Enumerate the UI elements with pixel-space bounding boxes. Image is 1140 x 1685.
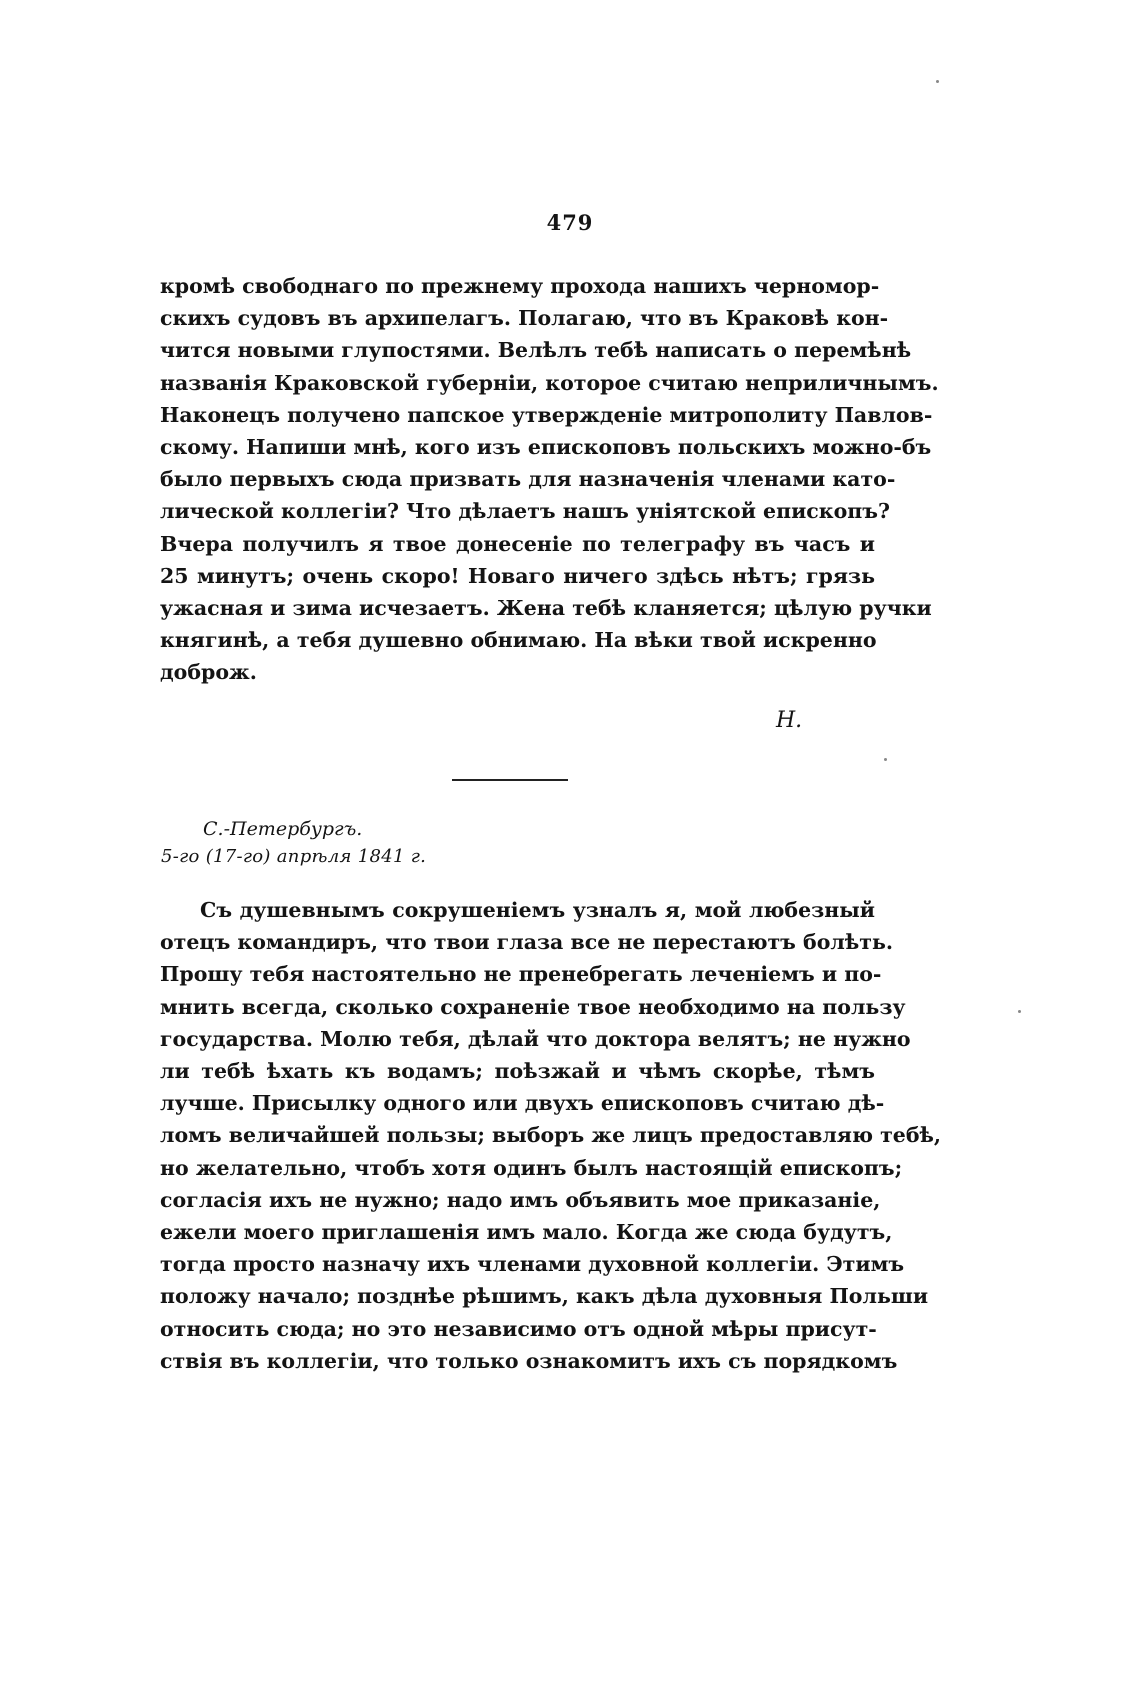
section-divider [452, 779, 568, 781]
scan-speck [884, 758, 887, 761]
text-line: положу начало; позднѣе рѣшимъ, какъ дѣла духовныя Польши [160, 1284, 929, 1309]
text-line: ужасная и зима исчезаетъ. Жена тебѣ кланяется; цѣлую ручки [160, 596, 932, 621]
letter-2-place: С.-Петербургъ. [203, 818, 363, 840]
text-line: относить сюда; но это независимо отъ одной мѣры присут- [160, 1316, 877, 1341]
text-line: Вчера получилъ я твое донесеніе по телеграфу въ часъ и [160, 531, 875, 556]
text-line: ломъ величайшей пользы; выборъ же лицъ предоставляю тебѣ, [160, 1123, 942, 1148]
text-line: Съ душевнымъ сокрушеніемъ узналъ я, мой любезный [200, 898, 875, 922]
text-line: согласія ихъ не нужно; надо имъ объявить мое приказаніе, [160, 1187, 881, 1212]
signature: Н. [776, 708, 803, 733]
page-number: 479 [546, 210, 594, 235]
text-line: доброж. [160, 660, 257, 685]
text-line: но желательно, чтобъ хотя одинъ былъ настоящій епископъ; [160, 1155, 903, 1180]
text-line: чится новыми глупостями. Велѣлъ тебѣ написать о перемѣнѣ [160, 338, 912, 363]
text-line: ли тебѣ ѣхать къ водамъ; поѣзжай и чѣмъ скорѣе, тѣмъ [160, 1059, 875, 1084]
letter-1-body [160, 270, 939, 689]
text-line: 25 минутъ; очень скоро! Новаго ничего здѣсь нѣтъ; грязь [160, 563, 875, 588]
text-line: Прошу тебя настоятельно не пренебрегать леченіемъ и по- [160, 962, 882, 987]
text-line: отецъ командиръ, что твои глаза все не перестаютъ болѣть. [160, 930, 894, 955]
text-line: лучше. Присылку одного или двухъ епископовъ считаю дѣ- [160, 1091, 885, 1116]
text-line: кромѣ свободнаго по прежнему прохода нашихъ черномор- [160, 274, 880, 298]
text-line: мнить всегда, сколько сохраненіе твое необходимо на пользу [160, 994, 906, 1019]
scan-speck [936, 80, 939, 83]
text-line: ствія въ коллегіи, что только ознакомитъ ихъ съ порядкомъ [160, 1348, 898, 1373]
text-line: Наконецъ получено папское утвержденіе митрополиту Павлов- [160, 402, 933, 427]
scan-speck [1018, 1010, 1021, 1013]
text-line: тогда просто назначу ихъ членами духовной коллегіи. Этимъ [160, 1252, 905, 1277]
text-line: ежели моего приглашенія имъ мало. Когда же сюда будутъ, [160, 1220, 893, 1245]
letter-2-body [160, 894, 942, 1377]
text-line: княгинѣ, а тебя душевно обнимаю. На вѣки твой искренно [160, 628, 877, 653]
text-line: лической коллегіи? Что дѣлаетъ нашъ уніятской епископъ? [160, 499, 890, 524]
text-line: названія Краковской губерніи, которое считаю неприличнымъ. [160, 370, 939, 395]
text-line: скому. Напиши мнѣ, кого изъ епископовъ польскихъ можно-бъ [160, 435, 932, 460]
text-line: было первыхъ сюда призвать для назначенія членами като- [160, 467, 896, 492]
text-line: скихъ судовъ въ архипелагъ. Полагаю, что въ Краковѣ кон- [160, 306, 889, 331]
letter-2-date: 5-го (17-го) апрѣля 1841 г. [161, 846, 427, 867]
text-line: государства. Молю тебя, дѣлай что доктора велятъ; не нужно [160, 1026, 911, 1051]
